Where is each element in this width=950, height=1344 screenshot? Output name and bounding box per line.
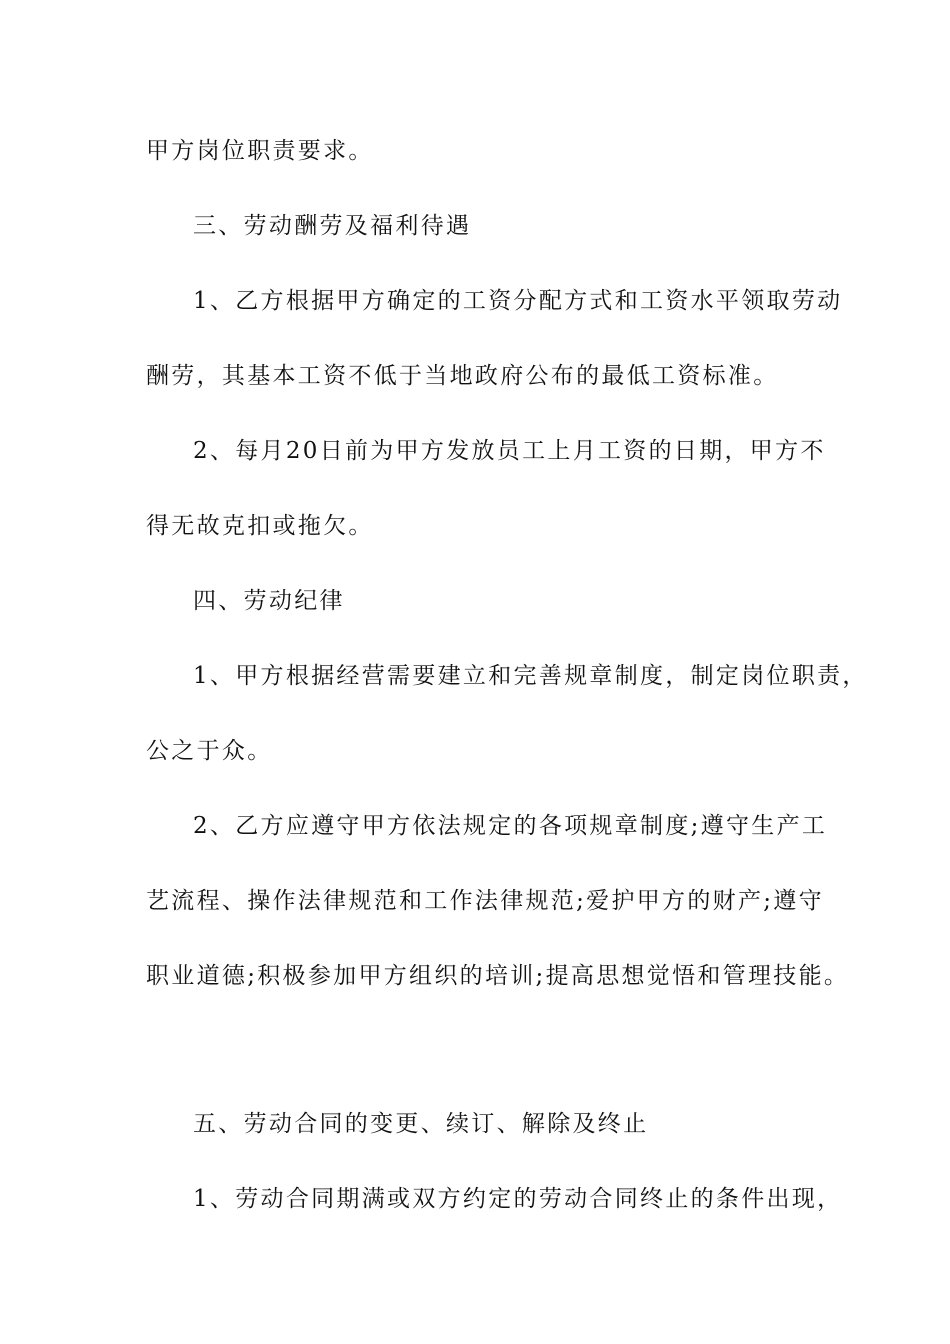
clause-3-2-line-2: 得无故克扣或拖欠。 <box>146 513 374 539</box>
clause-4-2-line-3: 职业道德;积极参加甲方组织的培训;提高思想觉悟和管理技能。 <box>146 963 850 989</box>
clause-4-2-line-2: 艺流程、操作法律规范和工作法律规范;爱护甲方的财产;遵守 <box>146 888 824 914</box>
clause-4-1-line-2: 公之于众。 <box>146 738 273 764</box>
section-heading-4: 四、劳动纪律 <box>193 588 345 614</box>
clause-3-1-line-2: 酬劳，其基本工资不低于当地政府公布的最低工资标准。 <box>146 363 779 389</box>
section-heading-5: 五、劳动合同的变更、续订、解除及终止 <box>193 1111 649 1137</box>
clause-3-2-line-1: 2、每月20日前为甲方发放员工上月工资的日期，甲方不 <box>193 438 826 464</box>
clause-3-1-line-1: 1、乙方根据甲方确定的工资分配方式和工资水平领取劳动 <box>193 288 843 314</box>
clause-5-1-line-1: 1、劳动合同期满或双方约定的劳动合同终止的条件出现， <box>193 1186 843 1212</box>
clause-4-1-line-1: 1、甲方根据经营需要建立和完善规章制度，制定岗位职责， <box>193 663 868 689</box>
section-heading-3: 三、劳动酬劳及福利待遇 <box>193 213 472 239</box>
clause-4-2-line-1: 2、乙方应遵守甲方依法规定的各项规章制度;遵守生产工 <box>193 813 828 839</box>
body-text-line: 甲方岗位职责要求。 <box>146 138 374 164</box>
